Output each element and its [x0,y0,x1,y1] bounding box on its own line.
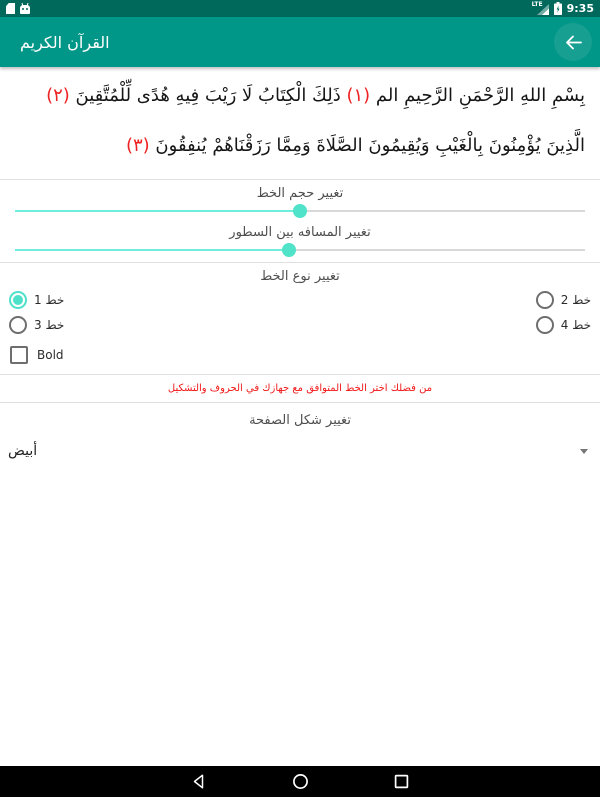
app-bar [0,17,600,67]
back-button[interactable] [554,23,592,61]
divider [0,262,600,263]
verse-number: (١) [346,85,371,106]
font-option-label: خط 4 [560,318,591,332]
radio-button[interactable] [9,291,27,309]
usb-debugging-robot-icon [20,3,30,14]
sd-card-icon [6,3,15,14]
bold-label: Bold [37,348,64,362]
status-bar [0,0,600,17]
line-spacing-section-label: تغيير المسافه بين السطور [229,225,371,240]
android-nav-bar [0,766,600,797]
font-type-section-label: تغيير نوع الخط [260,269,340,284]
radio-button[interactable] [9,316,27,334]
divider [0,402,600,403]
battery-charging-icon [554,2,562,15]
verse-number: (٣) [125,135,150,156]
nav-home-button[interactable] [292,773,309,790]
radio-button[interactable] [536,316,554,334]
page-title: القرآن الكريم [20,32,110,52]
clock: 9:35 [566,2,594,15]
signal-icon [532,2,549,15]
page-style-section-label: تغيير شكل الصفحة [249,413,351,428]
divider [0,179,600,180]
slider-thumb[interactable] [293,204,307,218]
home-circle-icon [292,773,309,790]
font-option-label: خط 3 [34,318,65,332]
page-style-spinner[interactable] [0,438,600,464]
font-options-row-1 [0,291,600,309]
page-style-value: أبيض [8,443,38,459]
font-option-2[interactable] [536,291,591,309]
network-type-label: LTE [531,1,543,8]
back-arrow-icon [564,33,583,52]
quran-preview-text [0,67,600,179]
recents-square-icon [393,773,410,790]
font-size-slider[interactable] [15,203,585,219]
divider [0,374,600,375]
font-size-section-label: تغيير حجم الخط [256,186,344,201]
verse-number: (٢) [46,85,70,106]
bold-checkbox[interactable] [10,346,28,364]
line-spacing-slider[interactable] [15,242,585,258]
quran-verse-text: ذَلِكَ الْكِتَابُ لَا رَيْبَ فِيهِ هُدًى لِّلْمُتَّقِينَ [69,85,347,106]
quran-verse-text: الَّذِينَ يُؤْمِنُونَ بِالْغَيْبِ وَيُقِيمُونَ الصَّلَاةَ وَمِمَّا رَزَقْنَاهُمْ يُنفِقُونَ [149,135,585,156]
bold-option[interactable] [0,346,600,364]
font-option-4[interactable] [536,316,591,334]
nav-back-button[interactable] [191,773,208,790]
quran-verse-text: بِسْمِ اللهِ الرَّحْمَنِ الرَّحِيمِ الم [370,85,585,106]
font-options-row-2 [0,316,600,334]
slider-fill [15,210,300,212]
slider-thumb[interactable] [282,243,296,257]
font-option-3[interactable] [9,316,64,334]
status-bar-left [6,3,30,14]
font-compatibility-warning: من فضلك اختر الخط المتوافق مع جهازك في الحروف والتشكيل [167,383,433,394]
nav-recents-button[interactable] [393,773,410,790]
status-bar-right [532,2,594,15]
font-option-label: خط 1 [34,293,65,307]
dropdown-caret-icon [580,449,588,454]
font-option-1[interactable] [9,291,64,309]
slider-fill [15,249,289,251]
back-triangle-icon [191,773,208,790]
font-option-label: خط 2 [560,293,591,307]
radio-button[interactable] [536,291,554,309]
